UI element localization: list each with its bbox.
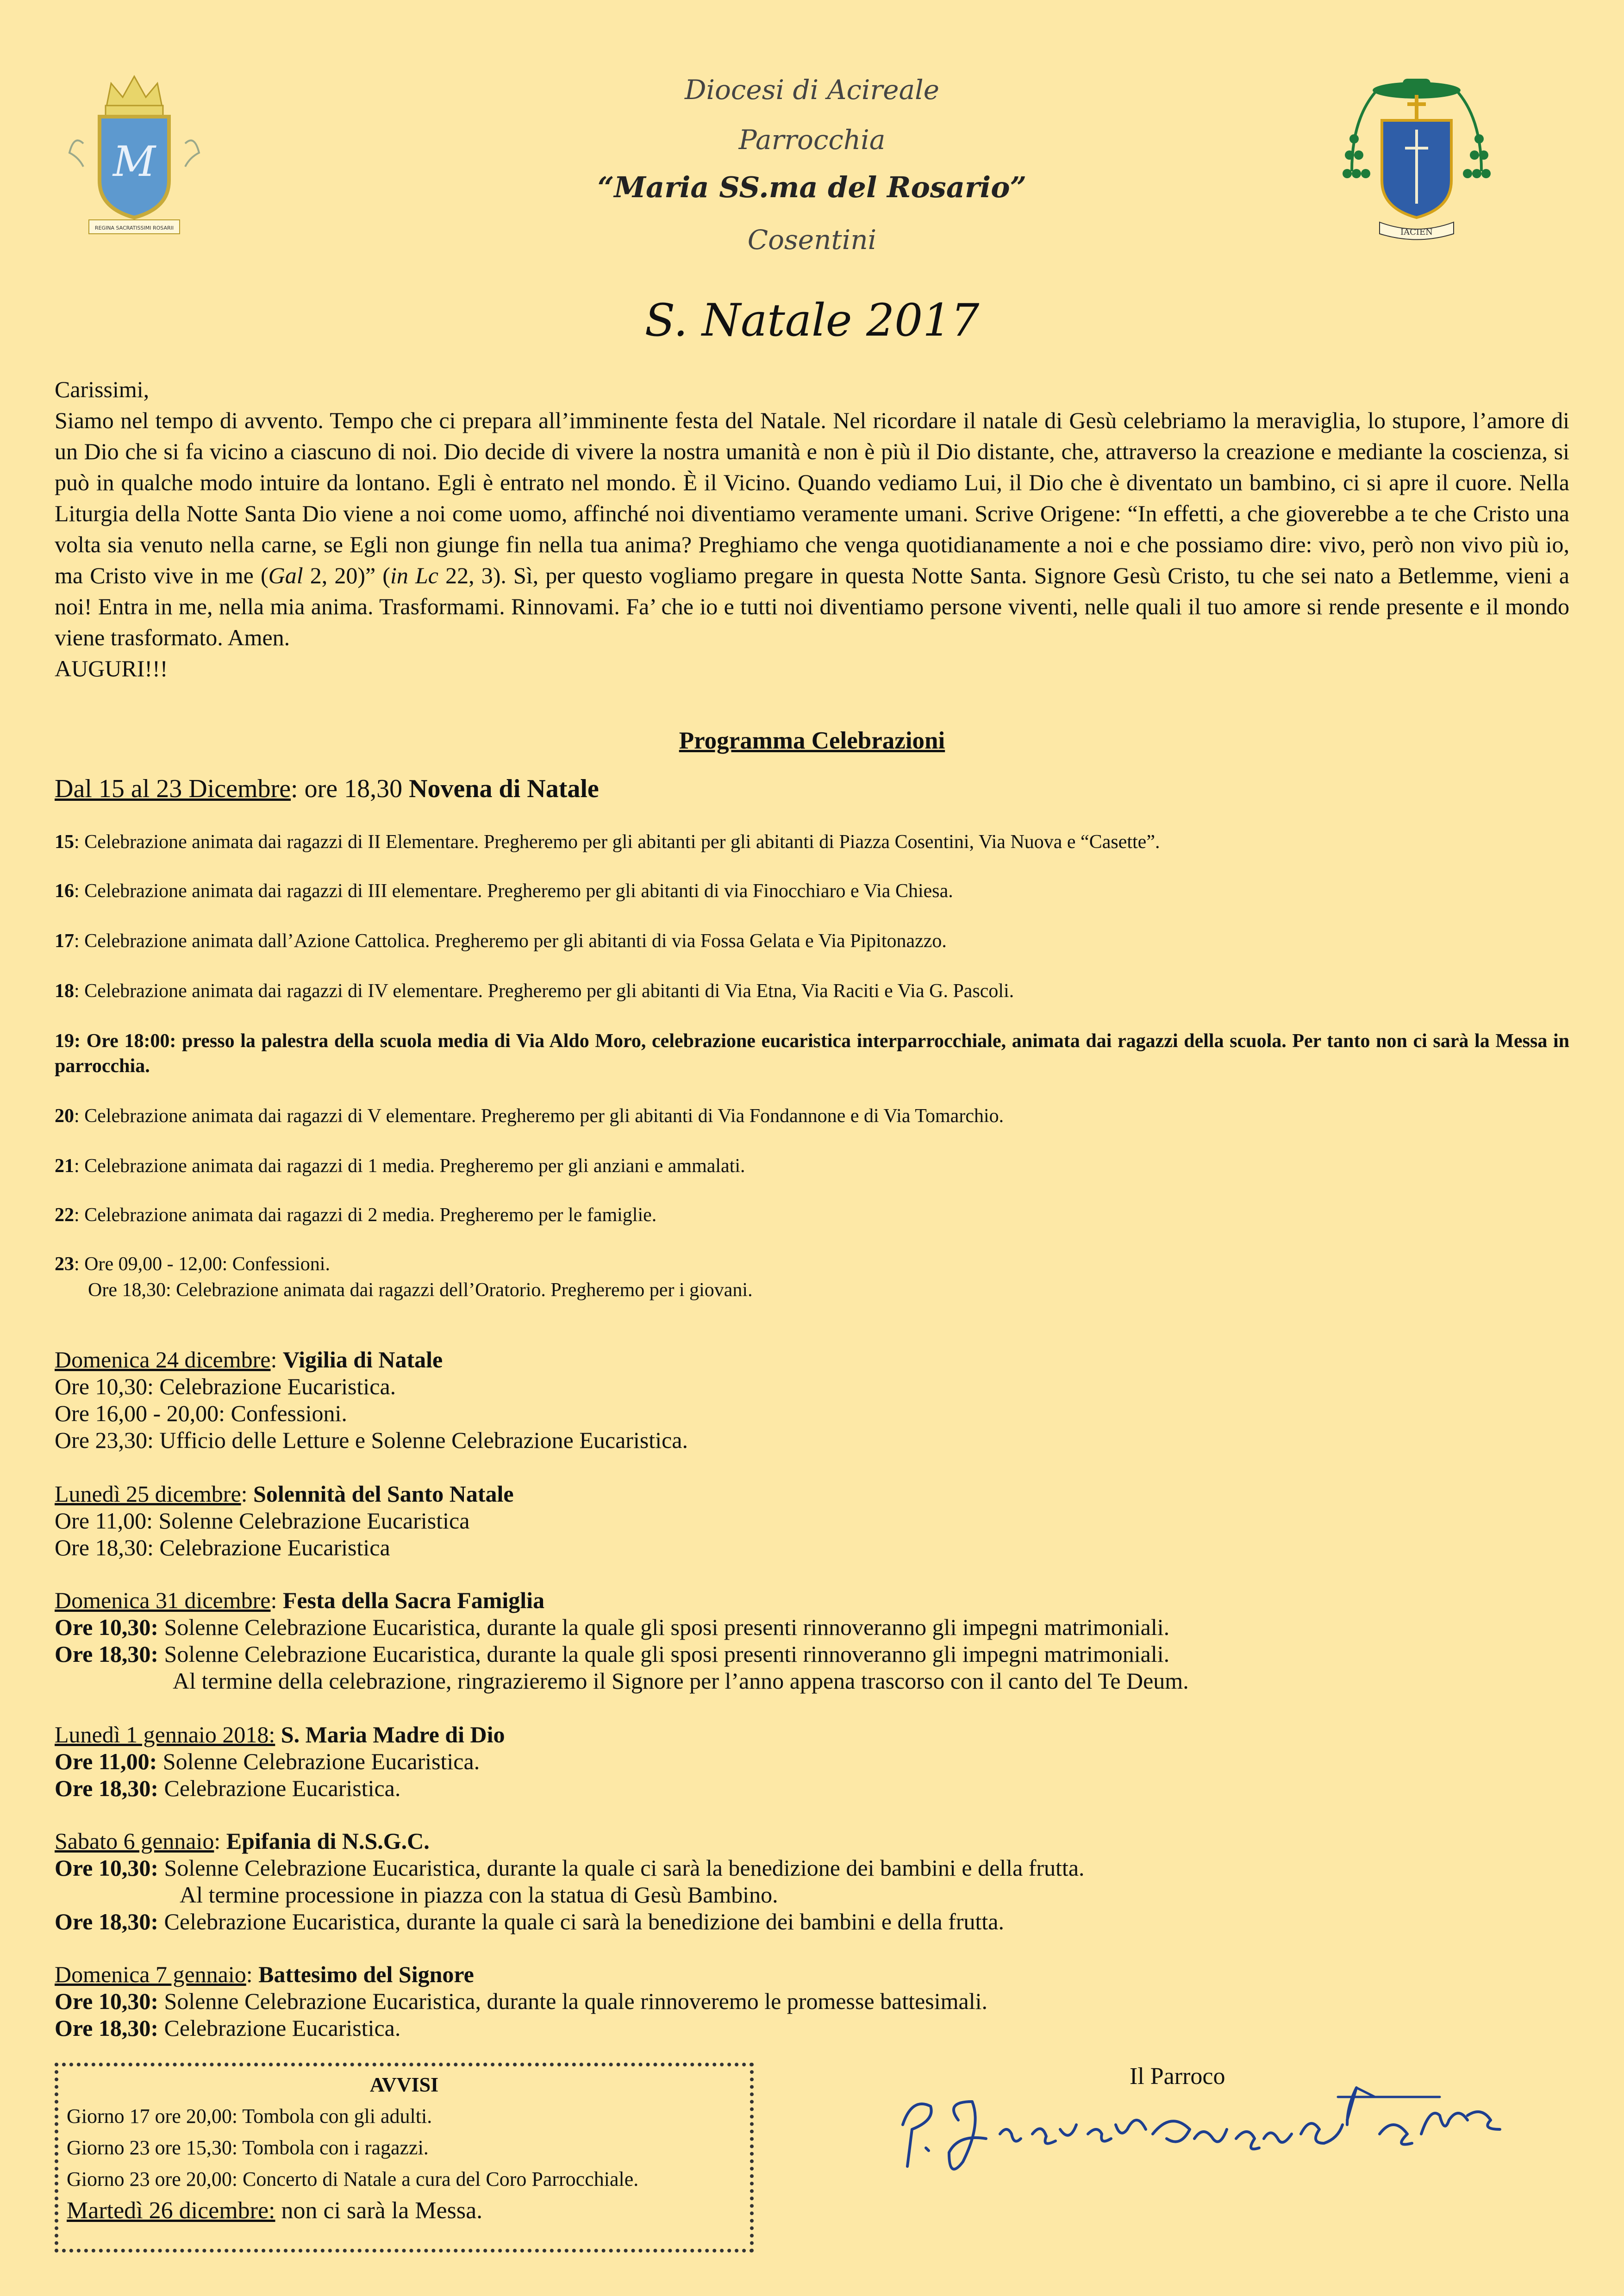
right-crest-motto: IACIEN xyxy=(1400,227,1433,237)
parish-name: “Maria SS.ma del Rosario” xyxy=(597,170,1027,204)
notice-item: Giorno 23 ore 15,30: Tombola con i ragazzi. xyxy=(67,2136,429,2159)
novena-day-extra: Ore 18,30: Celebrazione animata dai ragazzi dell’Oratorio. Pregheremo per i giovani. xyxy=(88,1279,753,1301)
event-block: Domenica 7 gennaio: Battesimo del Signore Ore 10,30: Solenne Celebrazione Eucaristica, durante la quale rinnoveremo le promesse battesimali. Ore 18,30: Celebrazione Eucaristica. xyxy=(55,1961,988,2041)
left-crest-logo xyxy=(56,65,213,241)
event-block: Lunedì 25 dicembre: Solennità del Santo Natale Ore 11,00: Solenne Celebrazione Eucaristica Ore 18,30: Celebrazione Eucaristica xyxy=(55,1481,514,1560)
notice-item: Giorno 23 ore 20,00: Concerto di Natale a cura del Coro Parrocchiale. xyxy=(67,2168,639,2190)
novena-day: 22: Celebrazione animata dai ragazzi di 2 media. Pregheremo per le famiglie. xyxy=(55,1204,657,1226)
left-crest-motto: REGINA SACRATISSIMI ROSARII xyxy=(94,225,174,231)
novena-day: 15: Celebrazione animata dai ragazzi di II Elementare. Pregheremo per gli abitanti per gli abitanti di Piazza Cosentini, Via Nuova e “Casette”. xyxy=(55,831,1160,853)
svg-text:M: M xyxy=(112,137,156,186)
novena-day-highlight: 19: Ore 18:00: presso la palestra della scuola media di Via Aldo Moro, celebrazione eucaristica interparrocchiale, animata dai ragazzi della scuola. Per tanto non ci sarà la Messa in parrocchia. xyxy=(55,1030,1569,1077)
page-title: S. Natale 2017 xyxy=(644,294,980,346)
right-crest-logo xyxy=(1333,69,1500,245)
letter xyxy=(55,374,1569,684)
novena-day: 23: Ore 09,00 - 12,00: Confessioni. xyxy=(55,1254,330,1275)
notices-title: AVVISI xyxy=(369,2073,439,2096)
letter-body: Siamo nel tempo di avvento. Tempo che ci prepara all’imminente festa del Natale. Nel ricordare il natale di Gesù celebriamo la meraviglia, lo stupore, l’amore di un Dio che si fa vicino a ciascuno di noi. Dio decide di vivere la nostra umanità e non è più il Dio distante, che, attraverso la creazione e mediante la coscienza, si può in qualche modo intuire da lontano. Egli è entrato nel mondo. È il Vicino. Quando vediamo Lui, il Dio che è diventato un bambino, ci si apre il cuore. Nella Liturgia della Notte Santa Dio viene a noi come uomo, affinché noi diventiamo veramente umani. Scrive Origene: “In effetti, a che gioverebbe a te che Cristo una volta sia venuto nella carne, se Egli non giunge fin nella tua anima? Preghiamo che venga quotidianamente a noi e che possiamo dire: vivo, però non vivo più io, ma Cristo vive in me (Gal 2, 20)” (in Lc 22, 3). Sì, per questo vogliamo pregare in questa Notte Santa. Signore Gesù Cristo, tu che sei nato a Betlemme, vieni a noi! Entra in me, nella mia anima. Trasformami. Rinnovami. Fa’ che io e tutti noi diventiamo persone viventi, nelle quali il tuo amore si rende presente e il mondo viene trasformato. Amen. xyxy=(55,407,1570,650)
novena-day: 18: Celebrazione animata dai ragazzi di IV elementare. Pregheremo per gli abitanti di Via Etna, Via Raciti e Via G. Pascoli. xyxy=(55,980,1014,1002)
event-block: Sabato 6 gennaio: Epifania di N.S.G.C. Ore 10,30: Solenne Celebrazione Eucaristica, durante la quale ci sarà la benedizione dei bambini e della frutta. Al termine processione in piazza con la statua di Gesù Bambino. Ore 18,30: Celebrazione Eucaristica, durante la quale ci sarà la benedizione dei bambini e della frutta. xyxy=(55,1828,1085,1934)
letter-greeting: Carissimi, xyxy=(55,376,150,402)
notice-item: Giorno 17 ore 20,00: Tombola con gli adulti. xyxy=(67,2105,432,2128)
town-name: Cosentini xyxy=(747,224,877,256)
novena-day: 17: Celebrazione animata dall’Azione Cattolica. Pregheremo per gli abitanti di via Fossa Gelata e Via Pipitonazzo. xyxy=(55,930,947,952)
novena-name: Novena di Natale xyxy=(409,774,599,803)
novena-day: 21: Celebrazione animata dai ragazzi di 1 media. Pregheremo per gli anziani e ammalati. xyxy=(55,1155,745,1177)
novena-time: : ore 18,30 xyxy=(291,774,409,803)
event-block: Domenica 24 dicembre: Vigilia di Natale Ore 10,30: Celebrazione Eucaristica. Ore 16,00 - 20,00: Confessioni. Ore 23,30: Ufficio delle Letture e Solenne Celebrazione Eucaristica. xyxy=(55,1347,688,1453)
novena-day: 20: Celebrazione animata dai ragazzi di V elementare. Pregheremo per gli abitanti di Via Fondannone e di Via Tomarchio. xyxy=(55,1105,1004,1127)
parish-label: Parrocchia xyxy=(738,124,886,156)
notices-box xyxy=(55,2063,754,2252)
notice-item-last: Martedì 26 dicembre: non ci sarà la Messa. xyxy=(67,2197,483,2224)
program-title: Programma Celebrazioni xyxy=(679,727,945,754)
handwritten-signature xyxy=(893,2069,1505,2190)
novena-heading xyxy=(55,774,599,804)
diocese-name: Diocesi di Acireale xyxy=(684,74,940,106)
novena-dates: Dal 15 al 23 Dicembre xyxy=(55,774,291,803)
event-block: Lunedì 1 gennaio 2018: S. Maria Madre di Dio Ore 11,00: Solenne Celebrazione Eucaristica. Ore 18,30: Celebrazione Eucaristica. xyxy=(55,1722,505,1801)
novena-day: 16: Celebrazione animata dai ragazzi di III elementare. Pregheremo per gli abitanti di via Finocchiaro e Via Chiesa. xyxy=(55,880,953,902)
event-block: Domenica 31 dicembre: Festa della Sacra Famiglia Ore 10,30: Solenne Celebrazione Eucaristica, durante la quale gli sposi presenti rinnoveranno gli impegni matrimoniali. Ore 18,30: Solenne Celebrazione Eucaristica, durante la quale gli sposi presenti rinnoveranno gli impegni matrimoniali. Al termine della celebrazione, ringrazieremo il Signore per l’anno appena trascorso con il canto del Te Deum. xyxy=(55,1587,1189,1694)
signature-label: Il Parroco xyxy=(1130,2063,1225,2090)
letter-closing: AUGURI!!! xyxy=(55,655,168,681)
